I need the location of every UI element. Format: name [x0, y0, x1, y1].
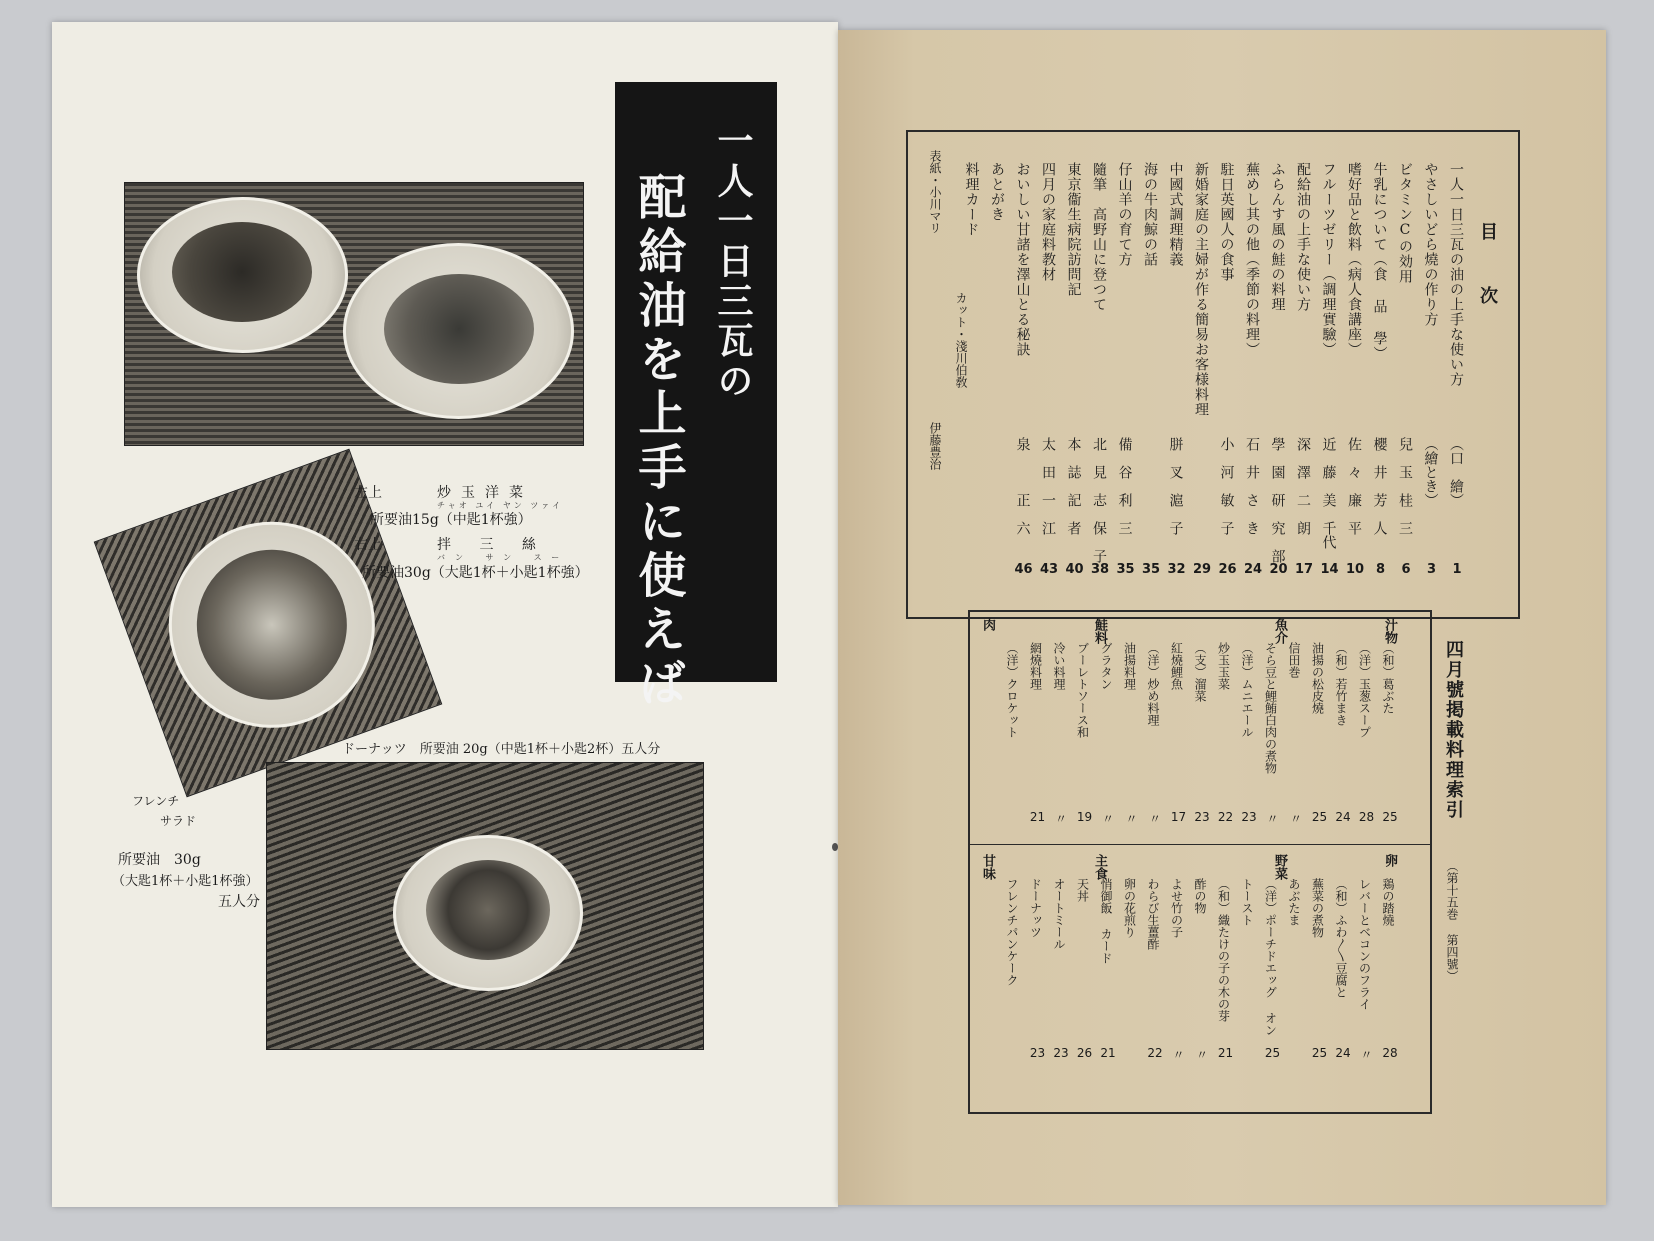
dish1-name: 炒玉洋菜: [437, 485, 533, 501]
toc-item-page: 32: [1167, 562, 1186, 577]
toc-item: [1013, 162, 1035, 582]
toc-item-title: 仔山羊の育て方: [1116, 162, 1133, 267]
credit-cut-2: 伊藤豊治: [928, 422, 942, 470]
index-category: 肉: [980, 618, 995, 631]
index-title: 四月號掲載料理索引: [1443, 640, 1464, 820]
toc-heading: 目 次: [1477, 222, 1498, 318]
index-category: 魚介: [1272, 618, 1287, 644]
toc-item-author: 小 河 敏 子: [1218, 437, 1235, 535]
index-item-title: オートミール: [1052, 878, 1066, 950]
toc-item: [1140, 162, 1162, 582]
dish1-ruby: チャオ ユイ ヤン ツァイ: [437, 501, 564, 510]
toc-item-page: 35: [1116, 562, 1135, 577]
toc-item-author: 本 誌 記 者: [1065, 437, 1082, 535]
index-item-title: （和）織たけの子の木の芽: [1216, 878, 1231, 1022]
toc-item-author: （繪とき）: [1422, 437, 1439, 507]
toc-item-author: 學 園 研 究 部: [1269, 437, 1286, 563]
index-item-page: 〃: [1195, 1048, 1208, 1062]
toc-item-page: 40: [1065, 562, 1084, 577]
toc-item-author: 備 谷 利 三: [1116, 437, 1133, 535]
plate-left: [137, 197, 348, 353]
toc-item-page: 1: [1452, 562, 1462, 577]
index-item-title: （和）ふわ〳〵豆腐と: [1334, 878, 1348, 998]
toc-item-page: 38: [1090, 562, 1110, 577]
toc-item-page: 43: [1039, 562, 1059, 577]
toc-item: [1421, 162, 1443, 582]
index-item-page: 〃: [1054, 812, 1067, 826]
photo-top-dishes: [124, 182, 584, 446]
donut-caption: ドーナッツ 所要油 20g（中匙1杯＋小匙2杯）五人分: [342, 742, 661, 757]
index-item-page: 21: [1029, 810, 1046, 824]
toc-item-page: 14: [1320, 562, 1339, 577]
toc-item: [1395, 162, 1417, 582]
toc-item-title: 一人一日三瓦の油の上手な使い方: [1448, 162, 1464, 387]
caption-left-top: 左上: [354, 485, 382, 501]
toc-item-page: 20: [1269, 562, 1288, 577]
index-item-page: 21: [1100, 1046, 1116, 1060]
toc-item-title: 牛乳について（食 品 學）: [1371, 162, 1388, 361]
index-item-title: 鶏の踏燒: [1381, 878, 1395, 926]
salad-name-1: フレンチ: [132, 794, 180, 808]
caption-right-top: 右上: [354, 537, 382, 553]
index-category: 汁物: [1382, 618, 1397, 644]
toc-item-author: 泉 正 六: [1014, 437, 1031, 535]
index-item-title: 油揚料理: [1122, 642, 1137, 690]
toc-item-page: 6: [1401, 562, 1411, 577]
toc-item-page: 10: [1345, 562, 1365, 577]
toc-item: [1319, 162, 1341, 582]
toc-item-author: 胼 叉 滬 子: [1167, 437, 1184, 535]
toc-item-page: 29: [1192, 562, 1212, 577]
index-item-page: 23: [1053, 1046, 1069, 1060]
toc-item-author: 深 澤 二 朗: [1295, 437, 1311, 535]
index-item-title: （洋）炒め料理: [1146, 642, 1160, 726]
recipe-index: [968, 610, 1432, 1114]
index-subtitle: （第十五巻 第四號）: [1445, 860, 1459, 982]
title-banner: [615, 82, 777, 712]
index-item-page: 25: [1311, 810, 1328, 824]
credit-cut: カット・淺川伯敎: [954, 292, 968, 388]
index-item-page: 22: [1217, 810, 1234, 824]
toc-item-author: 石 井 さ き: [1244, 437, 1260, 535]
toc-item-title: おいしい甘諸を澤山とる秘訣: [1014, 162, 1031, 357]
index-item-page: 〃: [1125, 812, 1138, 826]
toc-item-author: 兒 玉 桂 三: [1397, 437, 1413, 535]
index-item-title: グラタン: [1099, 642, 1113, 690]
dish2-oil: 所要油30g（大匙1杯＋小匙1杯強）: [362, 565, 589, 581]
title-line-2: 配給油を上手に使えば: [630, 172, 686, 712]
title-line-1: 一人一日三瓦の: [712, 122, 754, 402]
index-category: 鮭料: [1092, 618, 1107, 644]
toc-item: [1242, 162, 1264, 582]
index-category: 甘味: [980, 854, 995, 880]
toc-item-author: 北 見 志 保 子: [1091, 437, 1107, 563]
toc-item-title: 料理カード: [963, 162, 980, 237]
index-item-page: 23: [1241, 810, 1257, 824]
toc-item-title: 東京衞生病院訪問記: [1065, 162, 1082, 297]
index-item-page: 28: [1382, 1046, 1398, 1060]
salad-name-2: サラド: [160, 814, 197, 828]
toc-item: [987, 162, 1009, 582]
index-item-page: 25: [1264, 1046, 1281, 1060]
index-item-title: （和）若竹まき: [1334, 642, 1348, 726]
index-item-title: （洋）ムニエール: [1240, 642, 1254, 738]
table-of-contents: [906, 130, 1520, 619]
index-item-title: 冷い料理: [1052, 642, 1066, 690]
index-category: 主食: [1092, 854, 1107, 880]
plate-right: [343, 243, 574, 419]
index-item-title: わらび生薑酢: [1146, 878, 1160, 950]
toc-item-title: フルーツゼリー（調理實驗）: [1320, 162, 1337, 357]
dish2-ruby: バン サン スー: [437, 553, 570, 562]
index-item-title: 炒玉玉菜: [1216, 642, 1231, 690]
index-item-title: 悄御飯 カード: [1099, 878, 1113, 964]
dish2-name: 拌 三 絲: [437, 537, 548, 553]
toc-item-title: ふらんす風の鮭の料理: [1269, 162, 1286, 312]
toc-item-author: 佐 々 廉 平: [1346, 437, 1362, 535]
index-item-page: 23: [1029, 1046, 1046, 1060]
index-item-title: 酢の物: [1193, 878, 1207, 914]
index-item-page: 22: [1147, 1046, 1163, 1060]
index-item-title: （洋）クロケット: [1005, 642, 1019, 738]
index-item-title: （洋）玉葱スープ: [1357, 642, 1372, 738]
index-item-page: 17: [1170, 810, 1187, 824]
toc-item-title: やさしいどら燒の作り方: [1422, 162, 1439, 327]
index-item-title: 網燒料理: [1028, 642, 1043, 690]
right-page: [838, 30, 1606, 1205]
index-item-title: レバーとベコンのフライ: [1357, 878, 1372, 1010]
salad-serves: 五人分: [218, 894, 260, 910]
index-item-page: 25: [1311, 1046, 1328, 1060]
toc-item-author: 太 田 一 江: [1040, 437, 1056, 535]
index-item-title: フレンチパンケーク: [1005, 878, 1019, 986]
toc-item-title: 中國式調理精義: [1167, 162, 1184, 267]
toc-item: [1370, 162, 1392, 582]
toc-item: [1217, 162, 1239, 582]
index-item-page: 26: [1076, 1046, 1093, 1060]
toc-item: [1038, 162, 1060, 582]
index-item-title: （支）溜菜: [1193, 642, 1207, 702]
index-item-title: あぶたま: [1287, 878, 1301, 926]
toc-item-title: 新婚家庭の主婦が作る簡易お客様料理: [1193, 162, 1209, 417]
toc-item-title: 隨筆 高野山に登つて: [1091, 162, 1107, 312]
toc-item: [1064, 162, 1086, 582]
left-page: [52, 22, 838, 1207]
salad-oil: 所要油 30g: [118, 852, 201, 868]
index-item-page: 〃: [1101, 812, 1114, 826]
index-item-page: 21: [1217, 1046, 1234, 1060]
photo-donuts: [266, 762, 704, 1050]
toc-item: [1344, 162, 1366, 582]
toc-item-page: 3: [1426, 562, 1437, 577]
toc-item-author: （口 繪）: [1448, 437, 1464, 507]
index-item-title: 紅燒鯉魚: [1169, 642, 1184, 690]
credit-cover: 表紙・小川マリ: [928, 150, 942, 234]
index-item-title: 蕪菜の煮物: [1310, 878, 1325, 938]
index-item-page: 〃: [1289, 812, 1302, 826]
toc-item-author: 櫻 井 芳 人: [1371, 437, 1388, 535]
index-item-title: 卵の花煎り: [1122, 878, 1137, 938]
toc-item: [1191, 162, 1213, 582]
dish1-oil: 所要油15g（中匙1杯強）: [370, 512, 532, 528]
index-item-title: そら豆と鯉鮪白肉の煮物: [1263, 642, 1278, 774]
toc-item-page: 46: [1014, 562, 1033, 577]
toc-item: [1089, 162, 1111, 582]
toc-item-title: 配給油の上手な使い方: [1295, 162, 1311, 312]
index-item-title: 天丼: [1075, 878, 1090, 902]
index-item-page: 24: [1335, 1046, 1351, 1060]
toc-item-title: ビタミンCの効用: [1397, 162, 1413, 284]
salad-oil-detail: （大匙1杯＋小匙1杯強）: [112, 874, 259, 889]
index-category: 野菜: [1272, 854, 1287, 880]
toc-item: [1166, 162, 1188, 582]
index-item-title: 信田巻: [1287, 642, 1301, 678]
index-item-page: 〃: [1266, 812, 1279, 826]
index-item-page: 28: [1358, 810, 1375, 824]
toc-item-page: 24: [1243, 562, 1263, 577]
index-item-title: ブーレトソース和: [1075, 642, 1090, 738]
index-item-page: 23: [1194, 810, 1210, 824]
index-item-title: よせ竹の子: [1169, 878, 1184, 938]
toc-item: [1293, 162, 1315, 582]
index-item-title: 油揚の松皮燒: [1310, 642, 1325, 714]
index-item-page: 24: [1335, 810, 1351, 824]
index-item-page: 25: [1382, 810, 1398, 824]
toc-item-title: 海の牛肉鯨の話: [1142, 162, 1158, 267]
toc-item-title: 蕪めし其の他（季節の料理）: [1244, 162, 1260, 357]
index-item-title: （洋）ポーチドエッグ オン: [1263, 878, 1278, 1036]
toc-item-title: 四月の家庭料教材: [1040, 162, 1056, 282]
index-item-page: 〃: [1148, 812, 1161, 826]
toc-item-page: 35: [1141, 562, 1161, 577]
index-category: 卵: [1382, 854, 1397, 867]
index-item-title: （和）葛ぶた: [1381, 642, 1395, 714]
toc-item-author: 近 藤 美 千代: [1320, 437, 1337, 549]
index-divider: [970, 844, 1430, 845]
toc-item: [1115, 162, 1137, 582]
toc-item-title: あとがき: [989, 162, 1005, 222]
index-item-page: 〃: [1172, 1048, 1185, 1062]
toc-item-title: 駐日英國人の食事: [1218, 162, 1235, 282]
toc-item: [1446, 162, 1468, 582]
toc-item-page: 26: [1218, 562, 1237, 577]
toc-item-title: 嗜好品と飲料（病人食講座）: [1346, 162, 1362, 357]
toc-item: [1268, 162, 1290, 582]
toc-item-page: 8: [1375, 562, 1386, 577]
index-item-title: ドーナッツ: [1028, 878, 1043, 938]
index-item-page: 〃: [1360, 1048, 1373, 1062]
toc-item-page: 17: [1294, 562, 1314, 577]
index-item-title: トースト: [1240, 878, 1254, 926]
index-item-page: 19: [1076, 810, 1093, 824]
